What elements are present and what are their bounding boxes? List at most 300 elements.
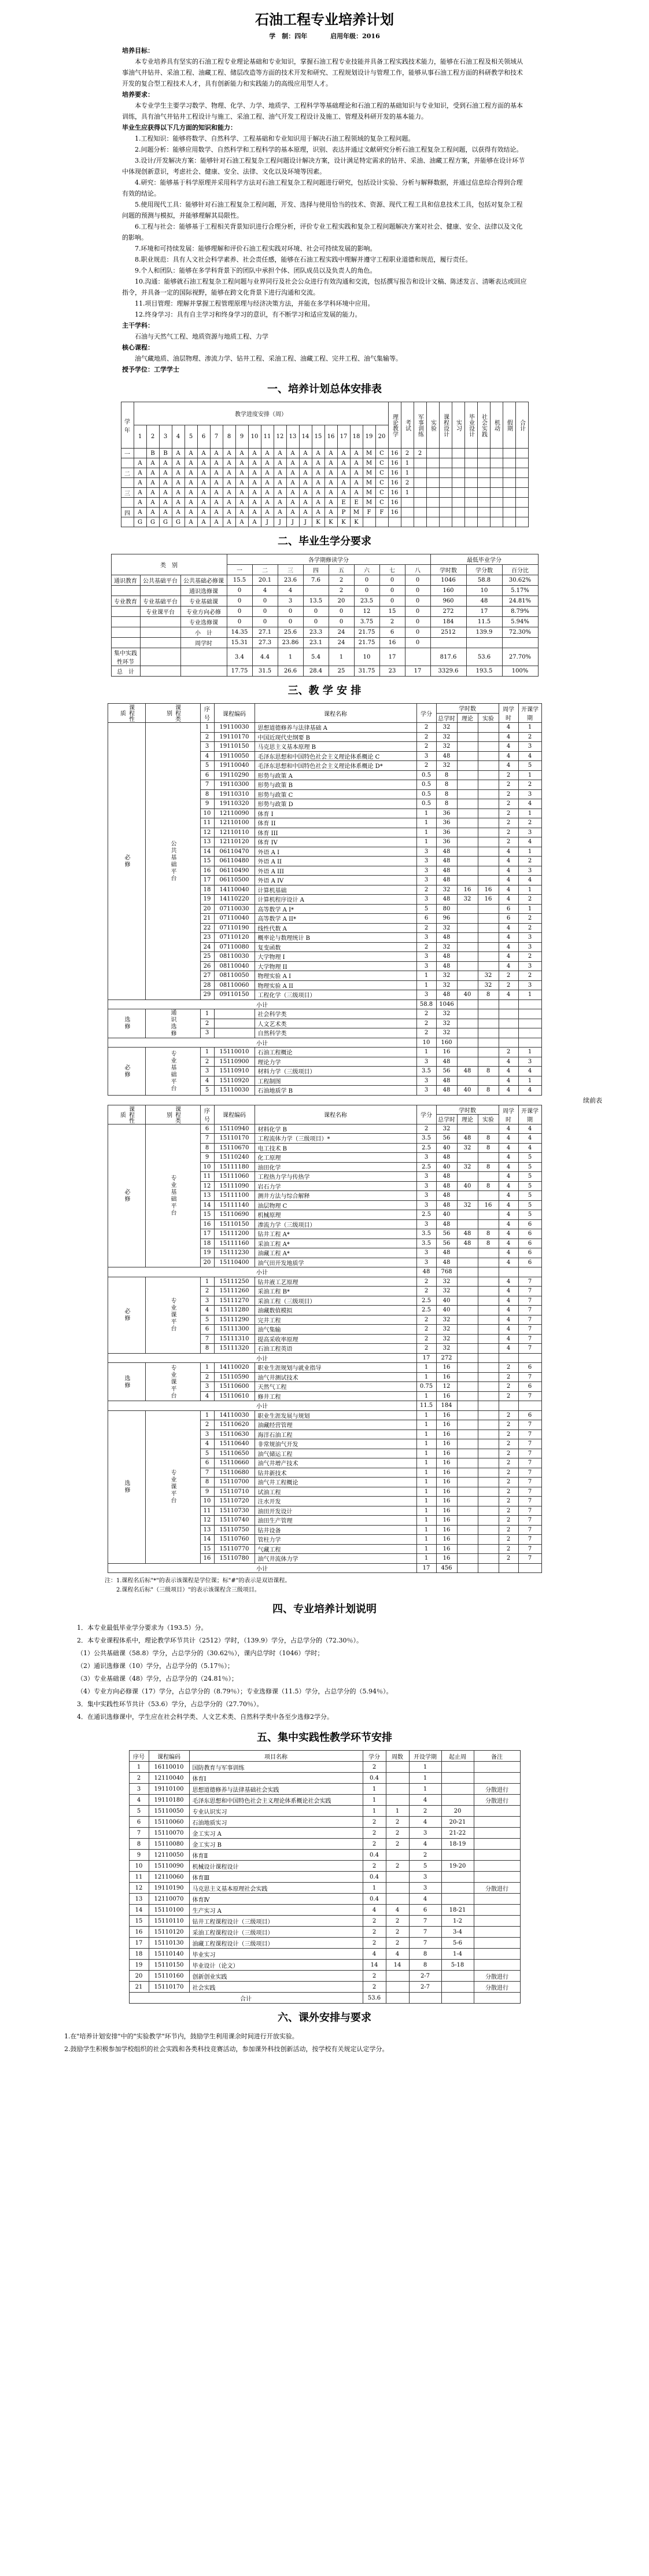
table-cell: 24	[329, 627, 354, 638]
table-row	[121, 458, 528, 468]
table-cell: A	[261, 488, 274, 498]
course-weekly: 2	[499, 818, 518, 828]
course-weekly: 4	[499, 923, 518, 933]
table-cell: 16	[379, 638, 405, 648]
practice-range	[441, 1982, 474, 1993]
course-name: 概率论与数理统计 B	[255, 933, 416, 943]
table-cell	[478, 1353, 499, 1363]
subtotal-credit: 48	[416, 1267, 436, 1277]
course-number: 11	[200, 1506, 214, 1516]
practice-name: 国防教育与军事训练	[189, 1762, 363, 1773]
course-lab	[478, 1382, 499, 1392]
table-cell: A	[299, 498, 312, 508]
course-theory	[457, 1516, 478, 1526]
course-hours: 56	[436, 1134, 457, 1144]
table-cell	[518, 1267, 541, 1277]
course-weekly: 6	[499, 904, 518, 914]
column-header: 课程类别	[145, 704, 200, 723]
course-credit: 2	[416, 1315, 436, 1325]
table-cell	[474, 1993, 520, 2004]
course-credit: 3	[416, 1219, 436, 1229]
table-cell: A	[172, 488, 185, 498]
table-header-row	[129, 1751, 520, 1762]
table-cell: 23.6	[278, 575, 303, 586]
table-cell: A	[312, 508, 325, 517]
practice-term: 2	[409, 1850, 441, 1861]
table-cell: F	[375, 508, 388, 517]
table-cell	[457, 1019, 478, 1028]
table-cell	[503, 449, 515, 458]
course-credit: 0.75	[416, 1382, 436, 1392]
course-number: 15	[200, 857, 214, 866]
column-header: 学分	[416, 704, 436, 723]
course-name: 测井方法与综合解释	[255, 1191, 416, 1201]
course-weekly: 4	[499, 1219, 518, 1229]
table-cell: 3.4	[227, 648, 252, 666]
table-cell: A	[185, 449, 197, 458]
course-code: 15110400	[214, 1258, 255, 1267]
practice-code: 15110160	[149, 1971, 189, 1982]
table-row	[111, 607, 538, 617]
course-hours: 48	[436, 1153, 457, 1163]
course-credit: 3	[416, 895, 436, 905]
course-name: 完井工程	[255, 1315, 416, 1325]
category-cell	[111, 607, 140, 617]
table-cell: 272	[430, 607, 466, 617]
table-cell: A	[146, 458, 159, 468]
course-term: 2	[518, 818, 541, 828]
table-cell: A	[235, 498, 248, 508]
table-cell: A	[286, 449, 299, 458]
course-lab	[478, 828, 499, 837]
course-term: 5	[518, 1172, 541, 1182]
category-cell	[111, 638, 140, 648]
table-header-row	[108, 704, 541, 714]
course-code: 12110120	[214, 837, 255, 847]
practice-name: 创新创业实践	[189, 1971, 363, 1982]
course-weekly: 2	[499, 1468, 518, 1478]
table-row	[111, 575, 538, 586]
table-cell: A	[350, 449, 363, 458]
column-header: 序号	[200, 1105, 214, 1124]
course-hours: 32	[436, 742, 457, 752]
course-credit: 1	[416, 1516, 436, 1526]
course-code	[214, 1028, 255, 1038]
course-credit: 3	[416, 876, 436, 885]
table-cell: 17.75	[227, 666, 252, 677]
course-lab	[478, 1410, 499, 1420]
practice-number: 17	[129, 1938, 149, 1949]
table-cell: A	[146, 498, 159, 508]
course-code: 15111310	[214, 1334, 255, 1344]
course-platform: 公共基础平台	[145, 723, 200, 1000]
table-cell: 16	[388, 488, 401, 498]
column-header: 社会实践	[477, 402, 490, 449]
course-code: 19110040	[214, 761, 255, 771]
course-code: 07110120	[214, 933, 255, 943]
course-term: 6	[518, 1410, 541, 1420]
ability-item: 10.沟通：能够就石油工程复杂工程问题与业界同行及社会公众进行有效沟通和交流，包括撰写报告和设计文稿、陈述发言、清晰表达或回应指令，并具备一定的国际视野，能够在跨文化背景下进行沟通和交流。	[122, 278, 527, 296]
course-lab	[478, 780, 499, 790]
course-credit: 3	[416, 866, 436, 876]
course-hours: 40	[436, 1306, 457, 1315]
course-code: 15110750	[214, 1525, 255, 1535]
practice-term: 1	[409, 1773, 441, 1784]
course-number: 16	[200, 1554, 214, 1564]
subtotal-credit: 17	[416, 1563, 436, 1573]
category-cell	[140, 627, 180, 638]
table-row	[129, 1927, 520, 1938]
subtotal-row	[108, 1267, 541, 1277]
course-credit: 3	[416, 1181, 436, 1191]
year-cell: 四	[121, 508, 134, 517]
table-cell: A	[197, 498, 210, 508]
course-name: 采油工程 A*	[255, 1239, 416, 1248]
table-cell	[464, 508, 477, 517]
table-cell: A	[299, 508, 312, 517]
column-header: 项目名称	[189, 1751, 363, 1762]
course-hours: 96	[436, 914, 457, 924]
ability-item: 12.终身学习：具有自主学习和终身学习的意识，有不断学习和适应发展的能力。	[135, 311, 362, 318]
table-cell: A	[197, 458, 210, 468]
table-row	[108, 1048, 541, 1057]
course-lab	[478, 1334, 499, 1344]
course-term: 6	[518, 1239, 541, 1248]
course-hours: 36	[436, 837, 457, 847]
course-term: 1	[518, 1076, 541, 1086]
subtotal-hours: 184	[436, 1401, 457, 1411]
course-number: 24	[200, 942, 214, 952]
table-cell: A	[299, 478, 312, 488]
table-cell	[503, 488, 515, 498]
table-cell: C	[375, 449, 388, 458]
course-credit: 1	[416, 1372, 436, 1382]
table-cell: A	[235, 517, 248, 527]
semester-header: 四	[303, 565, 329, 575]
course-code: 08110060	[214, 980, 255, 990]
course-weekly: 4	[499, 723, 518, 733]
course-theory	[457, 1544, 478, 1554]
table-cell: 4.4	[252, 648, 278, 666]
course-number: 4	[200, 1439, 214, 1449]
course-lab: 8	[478, 1181, 499, 1191]
course-term: 4	[518, 837, 541, 847]
practice-note: 分散进行	[474, 1971, 520, 1982]
table-cell: A	[325, 468, 337, 478]
course-number: 28	[200, 980, 214, 990]
table-cell	[426, 478, 439, 488]
table-cell: 25.6	[278, 627, 303, 638]
category-cell: 专业基础课	[180, 596, 227, 607]
course-theory	[457, 1410, 478, 1420]
table-cell	[503, 458, 515, 468]
course-weekly: 4	[499, 742, 518, 752]
table-cell: 0	[405, 596, 430, 607]
column-header: 课程类别	[145, 1105, 200, 1124]
course-theory	[457, 1325, 478, 1335]
course-theory: 32	[457, 1200, 478, 1210]
practice-weeks	[386, 1894, 409, 1905]
course-code: 15111090	[214, 1181, 255, 1191]
subtotal-row	[108, 1353, 541, 1363]
table-cell	[477, 468, 490, 478]
table-row	[121, 498, 528, 508]
course-term: 7	[518, 1439, 541, 1449]
course-hours: 16	[436, 1516, 457, 1526]
practice-name: 思想道德修养与法律基础社会实践	[189, 1784, 363, 1795]
table-cell: A	[235, 488, 248, 498]
practice-number: 15	[129, 1916, 149, 1927]
week-number: 17	[337, 425, 350, 449]
table-cell: A	[185, 488, 197, 498]
table-cell: 0	[329, 607, 354, 617]
course-term: 5	[518, 761, 541, 771]
course-weekly: 2	[499, 1525, 518, 1535]
table-row	[108, 1124, 541, 1134]
course-lab	[478, 1219, 499, 1229]
course-credit: 2	[416, 942, 436, 952]
table-cell: A	[235, 458, 248, 468]
course-name: 体育 II	[255, 818, 416, 828]
subtotal-credit: 17	[416, 1353, 436, 1363]
table-cell: A	[248, 488, 261, 498]
course-lab: 32	[478, 980, 499, 990]
course-name: 高等数学 A I*	[255, 904, 416, 914]
practice-note: 分散进行	[474, 1795, 520, 1806]
practice-term: 1	[409, 1784, 441, 1795]
course-term: 7	[518, 1430, 541, 1439]
course-weekly: 4	[499, 990, 518, 1000]
course-credit: 1	[416, 1544, 436, 1554]
course-code	[214, 1009, 255, 1019]
table-cell: A	[223, 508, 235, 517]
table-cell: A	[312, 458, 325, 468]
table-cell: 1046	[430, 575, 466, 586]
course-theory	[457, 1191, 478, 1201]
requirement-text: 本专业学生主要学习数学、物理、化学、力学、地质学、工程科学等基础理论和石油工程的基础知识与专业知识，受到石油工程方面的基本训练，具有油气井钻井工程设计与施工、采油工程、油气开发工程设计及施工、管理及科研开发的基本能力。	[122, 102, 523, 120]
practice-number: 19	[129, 1960, 149, 1971]
table-cell: A	[286, 458, 299, 468]
course-credit: 3	[416, 990, 436, 1000]
practice-credit: 0.4	[363, 1872, 386, 1883]
course-weekly: 4	[499, 895, 518, 905]
table-cell	[430, 638, 466, 648]
course-name: 油气井测试技术	[255, 1372, 416, 1382]
course-theory	[457, 780, 478, 790]
course-name: 工程化学（三级项目）	[255, 990, 416, 1000]
course-weekly: 2	[499, 1458, 518, 1468]
course-weekly: 4	[499, 1200, 518, 1210]
course-theory: 32	[457, 1143, 478, 1153]
subtotal-label: 小计	[108, 1401, 416, 1411]
course-credit: 1	[416, 1478, 436, 1487]
week-number: 3	[159, 425, 172, 449]
table-cell: 0	[278, 607, 303, 617]
practice-range	[441, 1872, 474, 1883]
section-3-title: 三、教 学 安 排	[287, 685, 362, 697]
course-weekly: 4	[499, 1191, 518, 1201]
course-hours: 32	[436, 1344, 457, 1354]
week-number: 13	[286, 425, 299, 449]
course-hours: 32	[436, 761, 457, 771]
table-cell: 0	[354, 586, 379, 596]
course-term: 7	[518, 1334, 541, 1344]
table-cell	[414, 458, 426, 468]
course-term: 7	[518, 1344, 541, 1354]
course-theory: 40	[457, 990, 478, 1000]
course-hours: 16	[436, 1468, 457, 1478]
table-cell: A	[350, 478, 363, 488]
table-cell: 13.5	[303, 596, 329, 607]
table-row	[108, 1277, 541, 1287]
practice-code: 15110090	[149, 1861, 189, 1872]
table-cell	[439, 458, 452, 468]
table-cell: A	[325, 449, 337, 458]
table-cell: 3329.6	[430, 666, 466, 677]
table-cell: A	[312, 498, 325, 508]
table-row	[121, 468, 528, 478]
column-header: 周数	[386, 1751, 409, 1762]
course-number: 1	[200, 1277, 214, 1287]
course-hours: 8	[436, 799, 457, 809]
table-cell: A	[172, 508, 185, 517]
practice-note: 分散进行	[474, 1784, 520, 1795]
course-credit: 2	[416, 732, 436, 742]
course-name: 油气井增产技术	[255, 1458, 416, 1468]
table-cell: 31.75	[354, 666, 379, 677]
table-cell: 12	[354, 607, 379, 617]
table-row	[121, 449, 528, 458]
table-cell: 0	[379, 575, 405, 586]
course-theory	[457, 789, 478, 799]
practice-range: 3-4	[441, 1927, 474, 1938]
subtotal-row	[108, 1563, 541, 1573]
table-cell: A	[223, 478, 235, 488]
course-name: 毛泽东思想和中国特色社会主义理论体系概论 D*	[255, 761, 416, 771]
practice-note	[474, 1916, 520, 1927]
practice-number: 3	[129, 1784, 149, 1795]
table-cell: A	[134, 508, 146, 517]
table-cell: 10	[354, 648, 379, 666]
category-cell	[111, 627, 140, 638]
course-name: 物理实验 A II	[255, 980, 416, 990]
table-cell: 23.86	[278, 638, 303, 648]
week-number: 2	[146, 425, 159, 449]
course-theory	[457, 1219, 478, 1229]
course-number: 18	[200, 1239, 214, 1248]
course-number: 3	[200, 1028, 214, 1038]
course-hours: 16	[436, 1430, 457, 1439]
course-lab	[478, 933, 499, 943]
table-cell: A	[235, 449, 248, 458]
course-number: 1	[200, 1009, 214, 1019]
table-cell	[515, 498, 528, 508]
course-weekly: 4	[499, 1057, 518, 1067]
course-credit: 2.5	[416, 1210, 436, 1220]
course-number: 6	[200, 1124, 214, 1134]
table-cell: A	[235, 468, 248, 478]
course-kind: 必修	[108, 1048, 145, 1096]
course-name: 计算机程序设计 A	[255, 895, 416, 905]
course-number: 13	[200, 1525, 214, 1535]
course-lab: 16	[478, 895, 499, 905]
table-cell: A	[274, 449, 286, 458]
course-theory	[457, 818, 478, 828]
course-lab	[478, 742, 499, 752]
table-row	[129, 1806, 520, 1817]
category-cell: 通识选修课	[180, 586, 227, 596]
practice-range	[441, 1894, 474, 1905]
course-hours: 48	[436, 1172, 457, 1182]
table-cell: A	[337, 488, 350, 498]
table-cell: 2	[414, 449, 426, 458]
course-weekly: 4	[499, 1306, 518, 1315]
course-credit: 2	[416, 885, 436, 895]
course-credit: 3	[416, 857, 436, 866]
practice-credit: 4	[363, 1949, 386, 1960]
course-hours: 16	[436, 1391, 457, 1401]
category-cell: 总 计	[111, 666, 140, 677]
column-header: 学时数	[436, 704, 499, 714]
practice-name: 毕业实习	[189, 1949, 363, 1960]
course-code: 15110770	[214, 1544, 255, 1554]
course-name: 油气田开发地质学	[255, 1258, 416, 1267]
table-cell	[518, 1563, 541, 1573]
course-platform: 专业基础平台	[145, 1124, 200, 1267]
course-name: 钻井新技术	[255, 1468, 416, 1478]
course-lab	[478, 789, 499, 799]
table-row	[129, 1971, 520, 1982]
subtotal-credit: 10	[416, 1038, 436, 1048]
course-credit: 1	[416, 1363, 436, 1373]
course-hours: 32	[436, 1315, 457, 1325]
table-cell	[515, 488, 528, 498]
table-row	[129, 1894, 520, 1905]
table-row	[129, 1795, 520, 1806]
table-cell	[386, 1993, 409, 2004]
table-cell	[457, 1267, 478, 1277]
table-cell: 0	[303, 607, 329, 617]
table-cell	[477, 508, 490, 517]
course-number: 6	[200, 1325, 214, 1335]
course-number: 9	[200, 1487, 214, 1497]
course-code: 08110030	[214, 952, 255, 962]
year-cell	[121, 458, 134, 468]
category-cell: 专业教育	[111, 596, 140, 607]
course-term: 2	[518, 732, 541, 742]
course-number: 8	[200, 789, 214, 799]
course-theory	[457, 1372, 478, 1382]
course-number: 11	[200, 818, 214, 828]
table-cell: A	[146, 508, 159, 517]
column-header: 开设学期	[409, 1751, 441, 1762]
practice-code: 15110170	[149, 1982, 189, 1993]
course-term: 3	[518, 866, 541, 876]
column-header: 课程编码	[149, 1751, 189, 1762]
practice-weeks	[386, 1773, 409, 1784]
course-theory: 48	[457, 1229, 478, 1239]
course-lab	[478, 1248, 499, 1258]
practice-number: 10	[129, 1861, 149, 1872]
course-weekly: 4	[499, 1325, 518, 1335]
table-cell	[478, 1401, 499, 1411]
course-credit: 3	[416, 751, 436, 761]
table-cell	[518, 1353, 541, 1363]
course-lab	[478, 1372, 499, 1382]
course-lab	[478, 1258, 499, 1267]
course-theory	[457, 1172, 478, 1182]
course-term: 4	[518, 1086, 541, 1096]
